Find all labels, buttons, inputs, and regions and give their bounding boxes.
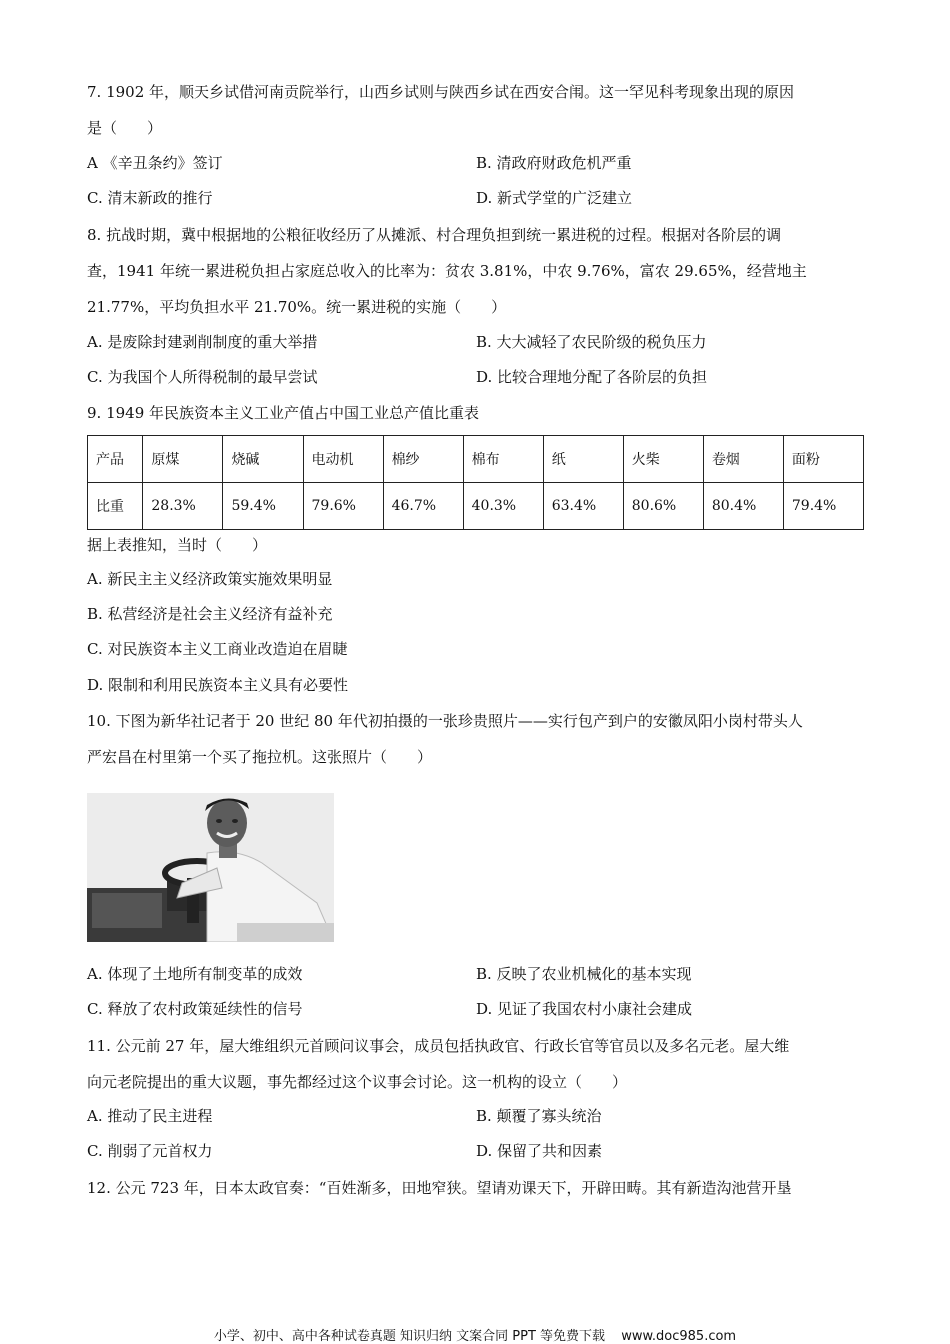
table-cell: 棉布: [463, 436, 543, 483]
q9-option-b: B. 私营经济是社会主义经济有益补充: [87, 605, 333, 623]
table-cell: 79.6%: [303, 483, 383, 530]
q11-stem-line2: 向元老院提出的重大议题，事先都经过这个议事会讨论。这一机构的设立（ ）: [87, 1073, 628, 1091]
table-row-shares: [88, 483, 864, 530]
q8-option-b: B. 大大减轻了农民阶级的税负压力: [476, 333, 707, 351]
table-cell: 79.4%: [783, 483, 863, 530]
table-cell: 原煤: [143, 436, 223, 483]
q9-title: 9. 1949 年民族资本主义工业产值占中国工业总产值比重表: [87, 404, 480, 422]
table-row-products: [88, 436, 864, 483]
q11-option-b: B. 颠覆了寡头统治: [476, 1107, 602, 1125]
tractor-photo: [87, 793, 334, 942]
table-cell: 电动机: [303, 436, 383, 483]
footer-text: 小学、初中、高中各种试卷真题 知识归纳 文案合同 PPT 等免费下载: [213, 1329, 606, 1344]
q10-option-d: D. 见证了我国农村小康社会建成: [476, 1000, 693, 1018]
footer-url[interactable]: www.doc985.com: [621, 1329, 737, 1344]
q7-stem-line2: 是（ ）: [87, 119, 163, 137]
table-cell: 59.4%: [223, 483, 303, 530]
q7-option-d: D. 新式学堂的广泛建立: [476, 189, 633, 207]
tractor-photo-illustration: [87, 793, 334, 942]
table-cell: 面粉: [783, 436, 863, 483]
q10-option-b: B. 反映了农业机械化的基本实现: [476, 965, 692, 983]
q10-stem-line2: 严宏昌在村里第一个买了拖拉机。这张照片（ ）: [87, 748, 433, 766]
q12-stem-line1: 12. 公元 723 年，日本太政官奏：“百姓渐多，田地窄狭。望请劝课天下，开辟田畴。其有新造沟池营开垦: [87, 1179, 792, 1197]
q8-stem-line1: 8. 抗战时期，冀中根据地的公粮征收经历了从摊派、村合理负担到统一累进税的过程。根据对各阶层的调: [87, 226, 782, 244]
q7-option-b: B. 清政府财政危机严重: [476, 154, 632, 172]
table-cell: 63.4%: [543, 483, 623, 530]
table-cell: 46.7%: [383, 483, 463, 530]
table-cell: 产品: [88, 436, 143, 483]
table-cell: 烧碱: [223, 436, 303, 483]
q8-option-c: C. 为我国个人所得税制的最早尝试: [87, 368, 318, 386]
q9-option-a: A. 新民主主义经济政策实施效果明显: [87, 570, 333, 588]
q9-data-table: [87, 435, 864, 530]
q11-option-d: D. 保留了共和因素: [476, 1142, 603, 1160]
q7-stem-line1: 7. 1902 年，顺天乡试借河南贡院举行，山西乡试则与陕西乡试在西安合闱。这一罕见科考现象出现的原因: [87, 83, 795, 101]
q11-stem-line1: 11. 公元前 27 年，屋大维组织元首顾问议事会，成员包括执政官、行政长官等官员以及多名元老。屋大维: [87, 1037, 790, 1055]
q8-stem-line2: 查，1941 年统一累进税负担占家庭总收入的比率为：贫农 3.81%，中农 9.76%，富农 29.65%，经营地主: [87, 262, 807, 280]
q10-option-c: C. 释放了农村政策延续性的信号: [87, 1000, 303, 1018]
q8-option-d: D. 比较合理地分配了各阶层的负担: [476, 368, 708, 386]
q8-option-a: A. 是废除封建剥削制度的重大举措: [87, 333, 318, 351]
q11-option-a: A. 推动了民主进程: [87, 1107, 213, 1125]
table-cell: 棉纱: [383, 436, 463, 483]
q9-stem: 据上表推知，当时（ ）: [87, 536, 268, 554]
q11-option-c: C. 削弱了元首权力: [87, 1142, 213, 1160]
q9-option-c: C. 对民族资本主义工商业改造迫在眉睫: [87, 640, 348, 658]
table-cell: 80.6%: [623, 483, 703, 530]
table-cell: 纸: [543, 436, 623, 483]
table-cell: 卷烟: [703, 436, 783, 483]
q10-option-a: A. 体现了土地所有制变革的成效: [87, 965, 303, 983]
q7-option-c: C. 清末新政的推行: [87, 189, 213, 207]
page-footer: [0, 1325, 950, 1344]
table-cell: 40.3%: [463, 483, 543, 530]
q9-option-d: D. 限制和利用民族资本主义具有必要性: [87, 676, 349, 694]
q7-option-a: A 《辛丑条约》签订: [87, 154, 223, 172]
table-cell: 火柴: [623, 436, 703, 483]
table-cell: 28.3%: [143, 483, 223, 530]
q8-stem-line3: 21.77%，平均负担水平 21.70%。统一累进税的实施（ ）: [87, 298, 507, 316]
table-cell: 80.4%: [703, 483, 783, 530]
q10-stem-line1: 10. 下图为新华社记者于 20 世纪 80 年代初拍摄的一张珍贵照片——实行包产到户的安徽凤阳小岗村带头人: [87, 712, 803, 730]
table-cell: 比重: [88, 483, 143, 530]
